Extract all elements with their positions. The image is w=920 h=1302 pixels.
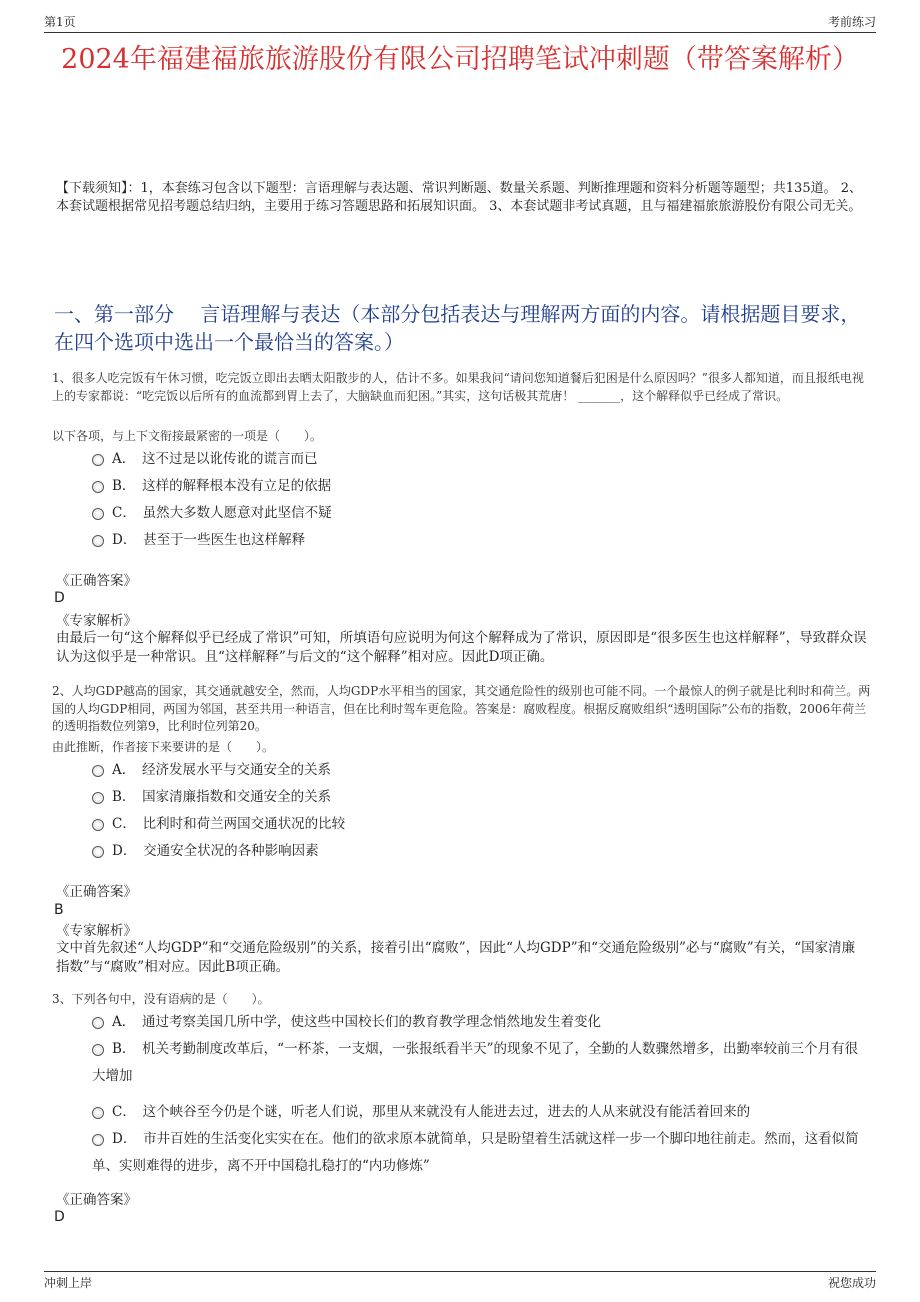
option-label: B． 机关考勤制度改革后，“一杯茶，一支烟，一张报纸看半天”的现象不见了，全勤的人数骤然增多，出勤率较前三个月有很大增加 — [92, 1041, 858, 1084]
answer-label: 《正确答案》 — [56, 1192, 137, 1208]
answer-label: 《正确答案》 — [56, 884, 137, 900]
question-prompt: 以下各项，与上下文衔接最紧密的一项是（ ）。 — [52, 429, 323, 443]
option-b[interactable] — [92, 473, 868, 500]
option-d[interactable] — [92, 838, 868, 865]
radio-button[interactable] — [92, 792, 104, 804]
option-d[interactable] — [92, 1126, 868, 1180]
radio-button[interactable] — [92, 1044, 104, 1056]
option-a[interactable] — [92, 1009, 868, 1036]
radio-button[interactable] — [92, 454, 104, 466]
option-label: A． 这不过是以讹传讹的谎言而已 — [112, 451, 318, 467]
document-title: 2024年福建福旅旅游股份有限公司招聘笔试冲刺题（带答案解析） — [61, 44, 859, 75]
option-label: C． 虽然大多数人愿意对此坚信不疑 — [112, 505, 332, 521]
analysis-label: 《专家解析》 — [56, 923, 137, 939]
question-stem: 3、下列各句中，没有语病的是（ ）。 — [52, 992, 270, 1006]
question-stem: 1、很多人吃完饭有午休习惯，吃完饭立即出去晒太阳散步的人，估计不多。如果我问“请问您知道餐后犯困是什么原因吗？”很多人都知道，而且报纸电视上的专家都说：“吃完饭以后所有的血流都到胃上去了，大脑缺血而犯困。”其实，这句话极其荒唐！ _______，这个解释似乎已经成了常识。 — [52, 371, 864, 403]
radio-button[interactable] — [92, 1107, 104, 1119]
analysis-label: 《专家解析》 — [56, 613, 137, 629]
question-stem: 2、人均GDP越高的国家，其交通就越安全，然而，人均GDP水平相当的国家，其交通危险性的级别也可能不同。一个最惊人的例子就是比利时和荷兰。两国的人均GDP相同，两国为邻国，甚至共用一种语言，但在比利时驾车更危险。答案是：腐败程度。根据反腐败组织“透明国际”公布的指数，2006年荷兰的透明指数位列第9，比利时位列第20。 — [52, 684, 871, 733]
option-c[interactable] — [92, 811, 868, 838]
radio-button[interactable] — [92, 1017, 104, 1029]
analysis-text: 由最后一句“这个解释似乎已经成了常识”可知，所填语句应说明为何这个解释成为了常识，原因即是“很多医生也这样解释”，导致群众误认为这似乎是一种常识。且“这样解释”与后文的“这个解释”相对应。因此D项正确。 — [56, 630, 867, 665]
option-label: D． 交通安全状况的各种影响因素 — [112, 843, 319, 859]
option-label: C． 这个峡谷至今仍是个谜，听老人们说，那里从来就没有人能进去过，进去的人从来就没有能活着回来的 — [112, 1104, 751, 1120]
correct-answer: D — [54, 1209, 65, 1225]
answer-label: 《正确答案》 — [56, 573, 137, 589]
option-b[interactable] — [92, 784, 868, 811]
header-right-text: 考前练习 — [827, 15, 876, 29]
option-label: D． 甚至于一些医生也这样解释 — [112, 532, 306, 548]
correct-answer: D — [54, 590, 65, 606]
option-label: A． 经济发展水平与交通安全的关系 — [112, 762, 331, 778]
correct-answer: B — [54, 902, 64, 918]
radio-button[interactable] — [92, 481, 104, 493]
radio-button[interactable] — [92, 1134, 104, 1146]
option-label: B． 国家清廉指数和交通安全的关系 — [112, 789, 332, 805]
footer-left-text: 冲刺上岸 — [44, 1276, 93, 1290]
section-heading: 一、第一部分 言语理解与表达（本部分包括表达与理解两方面的内容。请根据题目要求，在四个选项中选出一个最恰当的答案。） — [54, 302, 861, 354]
option-a[interactable] — [92, 446, 868, 473]
analysis-text: 文中首先叙述“人均GDP”和“交通危险级别”的关系，接着引出“腐败”，因此“人均GDP”和“交通危险级别”必与“腐败”有关，“国家清廉指数”与“腐败”相对应。因此B项正确。 — [56, 940, 856, 975]
radio-button[interactable] — [92, 765, 104, 777]
page-number: 第1页 — [44, 15, 76, 29]
option-d[interactable] — [92, 527, 868, 554]
radio-button[interactable] — [92, 535, 104, 547]
page-footer — [44, 1271, 876, 1294]
question-prompt: 由此推断，作者接下来要讲的是（ ）。 — [52, 740, 275, 754]
option-c[interactable] — [92, 1099, 868, 1126]
option-label: C． 比利时和荷兰两国交通状况的比较 — [112, 816, 346, 832]
option-a[interactable] — [92, 757, 868, 784]
option-label: D． 市井百姓的生活变化实实在在。他们的欲求原本就简单，只是盼望着生活就这样一步一个脚印地往前走。然而，这看似简单、实则难得的进步，离不开中国稳扎稳打的“内功修炼” — [92, 1131, 859, 1174]
radio-button[interactable] — [92, 846, 104, 858]
option-label: B． 这样的解释根本没有立足的依据 — [112, 478, 332, 494]
page-header — [44, 10, 876, 33]
footer-right-text: 祝您成功 — [827, 1276, 876, 1290]
option-c[interactable] — [92, 500, 868, 527]
download-notice: 【下载须知】：1，本套练习包含以下题型：言语理解与表达题、常识判断题、数量关系题、判断推理题和资料分析题等题型；共135道。 2、本套试题根据常见招考题总结归纳，主要用于练习答题思路和拓展知识面。 3、本套试题非考试真题，且与福建福旅旅游股份有限公司无关。 — [56, 181, 862, 214]
option-label: A． 通过考察美国几所中学，使这些中国校长们的教育教学理念悄然地发生着变化 — [112, 1014, 601, 1030]
radio-button[interactable] — [92, 819, 104, 831]
radio-button[interactable] — [92, 508, 104, 520]
option-b[interactable] — [92, 1036, 868, 1090]
